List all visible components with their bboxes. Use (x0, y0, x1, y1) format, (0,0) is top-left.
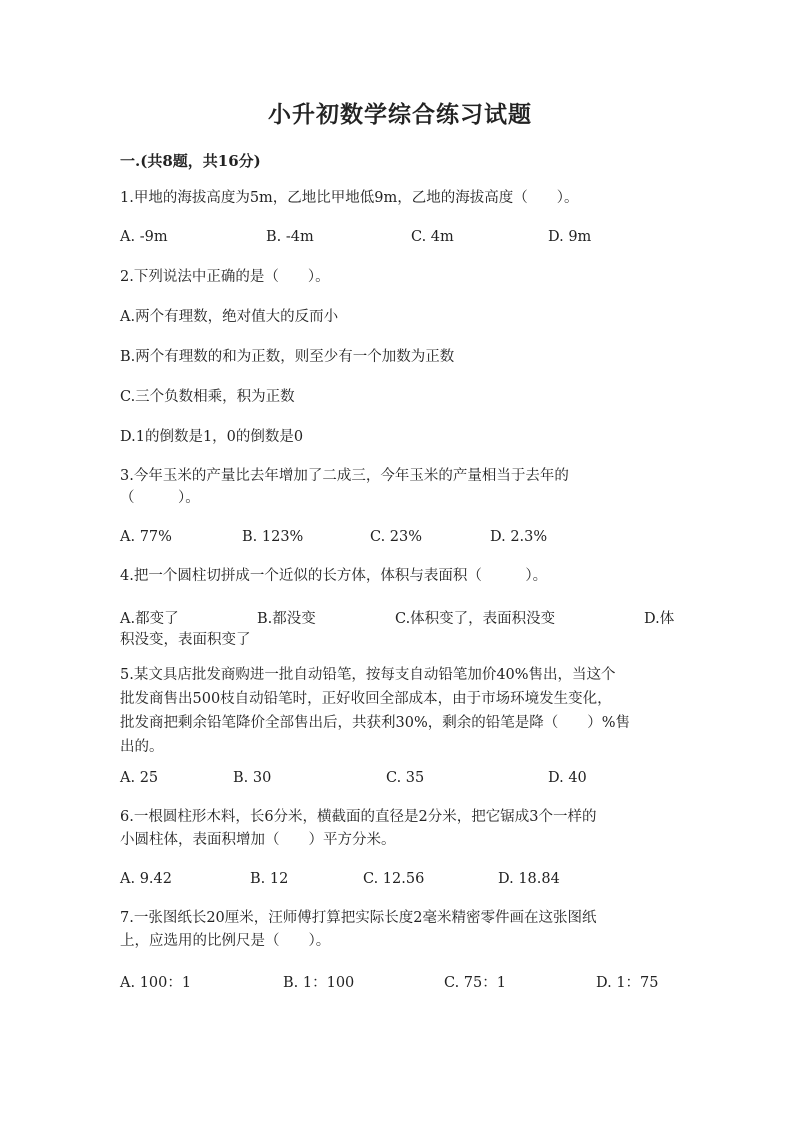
q1-option-b: B. -4m (266, 229, 314, 245)
question-3-stem-line2: （ ）。 (120, 490, 200, 506)
q7-option-b: B. 1：100 (283, 975, 355, 991)
q3-option-a: A. 77% (120, 529, 172, 545)
q4-option-b: B.都没变 (257, 611, 316, 627)
question-6-stem-line1: 6.一根圆柱形木料，长6分米，横截面的直径是2分米，把它锯成3个一样的 (120, 809, 597, 825)
q6-option-b: B. 12 (250, 871, 289, 887)
q1-option-c: C. 4m (411, 229, 454, 245)
q7-option-d: D. 1：75 (596, 975, 659, 991)
q4-option-d-part1: D.体 (644, 611, 675, 627)
q3-option-b: B. 123% (242, 529, 304, 545)
question-1-stem: 1.甲地的海拔高度为5m，乙地比甲地低9m，乙地的海拔高度（ ）。 (120, 190, 579, 206)
q2-option-d: D.1的倒数是1，0的倒数是0 (120, 429, 304, 445)
q1-option-d: D. 9m (548, 229, 592, 245)
q6-option-c: C. 12.56 (363, 871, 425, 887)
q6-option-a: A. 9.42 (120, 871, 172, 887)
q7-option-c: C. 75：1 (444, 975, 506, 991)
question-3-stem-line1: 3.今年玉米的产量比去年增加了二成三，今年玉米的产量相当于去年的 (120, 468, 569, 484)
q7-option-a: A. 100：1 (120, 975, 192, 991)
question-2-stem: 2.下列说法中正确的是（ ）。 (120, 269, 330, 285)
q4-option-d-part2: 积没变，表面积变了 (120, 632, 251, 648)
q5-option-c: C. 35 (386, 770, 425, 786)
q3-option-d: D. 2.3% (490, 529, 548, 545)
page-title: 小升初数学综合练习试题 (268, 101, 532, 128)
q5-option-b: B. 30 (233, 770, 272, 786)
q2-option-a: A.两个有理数，绝对值大的反而小 (120, 309, 339, 325)
q1-option-a: A. -9m (120, 229, 168, 245)
question-7-stem-line2: 上，应选用的比例尺是（ ）。 (120, 933, 331, 949)
q5-option-a: A. 25 (120, 770, 159, 786)
question-4-stem: 4.把一个圆柱切拼成一个近似的长方体，体积与表面积（ ）。 (120, 568, 548, 584)
q5-option-d: D. 40 (548, 770, 587, 786)
q4-option-c: C.体积变了，表面积没变 (395, 611, 556, 627)
q6-option-d: D. 18.84 (498, 871, 560, 887)
q2-option-c: C.三个负数相乘，积为正数 (120, 389, 295, 405)
q3-option-c: C. 23% (370, 529, 423, 545)
question-7-stem-line1: 7.一张图纸长20厘米，汪师傅打算把实际长度2毫米精密零件画在这张图纸 (120, 910, 597, 926)
question-5-stem-line4: 出的。 (120, 739, 164, 755)
question-6-stem-line2: 小圆柱体，表面积增加（ ）平方分米。 (120, 832, 396, 848)
section-heading: 一.(共8题，共16分) (120, 152, 261, 170)
question-5-stem-line1: 5.某文具店批发商购进一批自动铅笔，按每支自动铅笔加价40%售出，当这个 (120, 667, 616, 683)
question-5-stem-line2: 批发商售出500枝自动铅笔时，正好收回全部成本，由于市场环境发生变化， (120, 691, 612, 707)
question-5-stem-line3: 批发商把剩余铅笔降价全部售出后，共获利30%，剩余的铅笔是降（ ）%售 (120, 715, 631, 731)
q2-option-b: B.两个有理数的和为正数，则至少有一个加数为正数 (120, 349, 455, 365)
q4-option-a: A.都变了 (120, 611, 179, 627)
